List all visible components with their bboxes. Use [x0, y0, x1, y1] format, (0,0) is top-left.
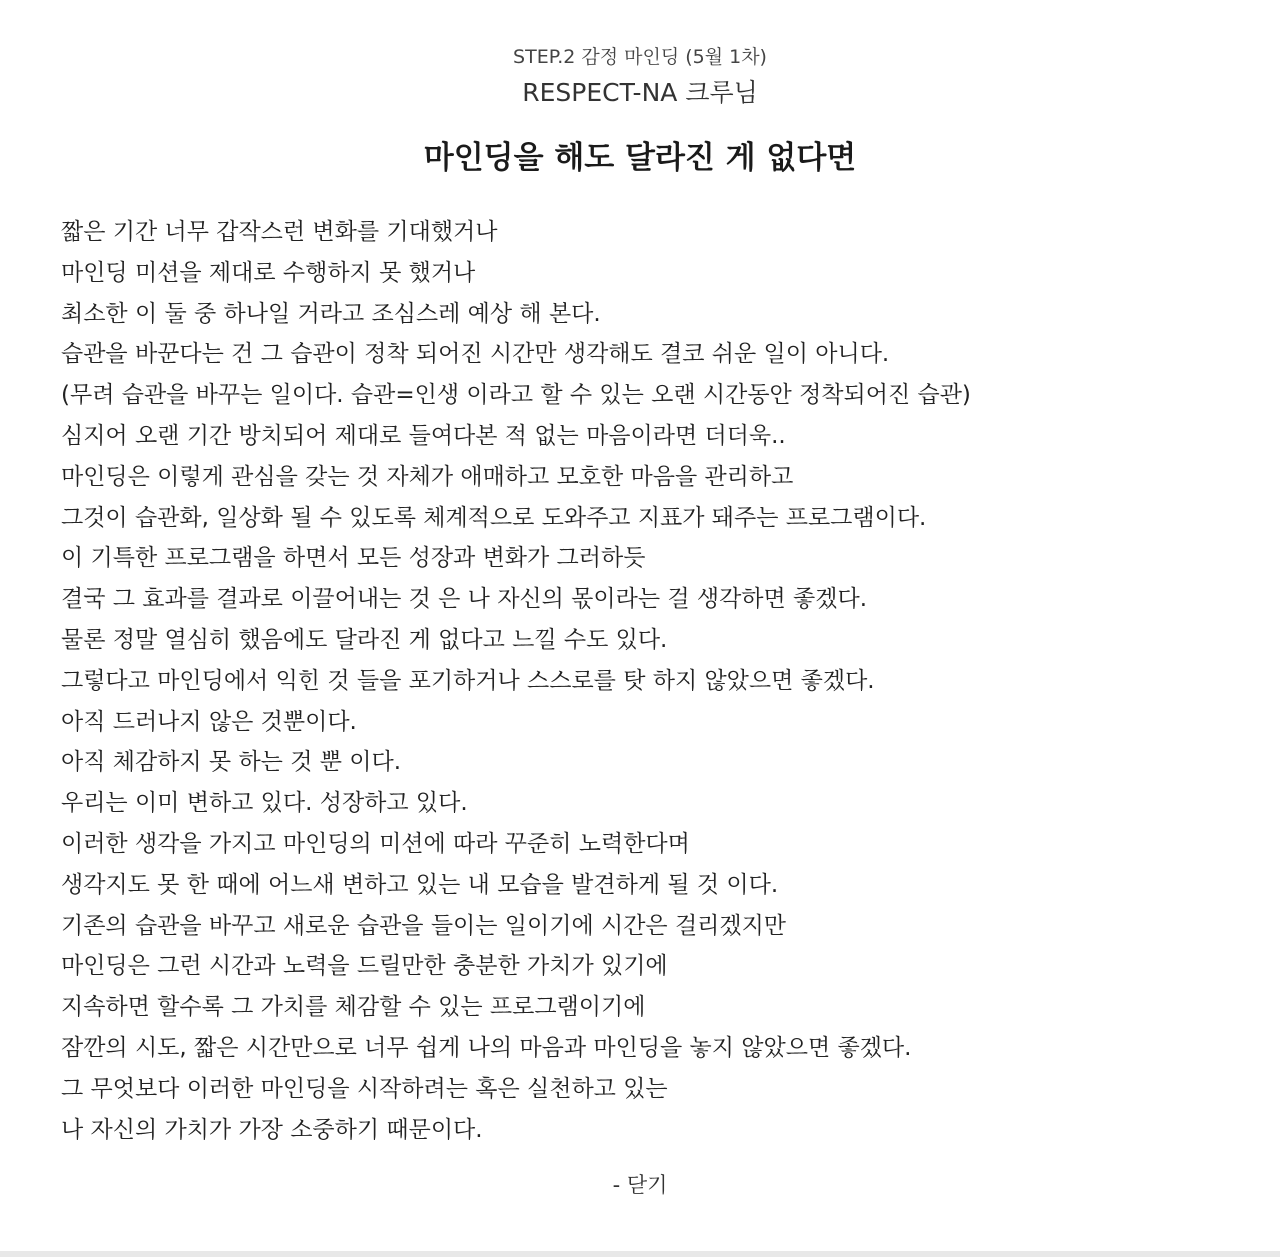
article-body [61, 212, 1241, 1150]
body-line: 최소한 이 둘 중 하나일 거라고 조심스레 예상 해 본다. [61, 300, 601, 327]
body-line: 아직 체감하지 못 하는 것 뿐 이다. [61, 749, 402, 776]
body-line: 나 자신의 가치가 가장 소중하기 때문이다. [61, 1116, 483, 1143]
bottom-divider [0, 1251, 1280, 1257]
body-line: 아직 드러나지 않은 것뿐이다. [61, 708, 357, 735]
body-line: 우리는 이미 변하고 있다. 성장하고 있다. [61, 790, 468, 817]
body-line: 심지어 오랜 기간 방치되어 제대로 들여다본 적 없는 마음이라면 더더욱.. [61, 422, 786, 449]
body-line: 이러한 생각을 가지고 마인딩의 미션에 따라 꾸준히 노력한다며 [61, 830, 690, 857]
step-label: STEP.2 감정 마인딩 (5월 1차) [513, 46, 767, 68]
body-line: (무려 습관을 바꾸는 일이다. 습관=인생 이라고 할 수 있는 오랜 시간동안 정착되어진 습관) [61, 382, 971, 409]
body-line: 물론 정말 열심히 했음에도 달라진 게 없다고 느낄 수도 있다. [61, 626, 668, 653]
body-line: 짧은 기간 너무 갑작스런 변화를 기대했거나 [61, 219, 498, 245]
body-line: 마인딩은 이렇게 관심을 갖는 것 자체가 애매하고 모호한 마음을 관리하고 [61, 463, 794, 490]
body-line: 지속하면 할수록 그 가치를 체감할 수 있는 프로그램이기에 [61, 994, 646, 1021]
crew-name: RESPECT-NA 크루님 [522, 78, 758, 107]
body-line: 마인딩은 그런 시간과 노력을 드릴만한 충분한 가치가 있기에 [61, 953, 668, 980]
body-line: 잠깐의 시도, 짧은 시간만으로 너무 쉽게 나의 마음과 마인딩을 놓지 않았으면 좋겠다. [61, 1034, 912, 1061]
article-title: 마인딩을 해도 달라진 게 없다면 [423, 140, 857, 176]
body-line: 습관을 바꾼다는 건 그 습관이 정착 되어진 시간만 생각해도 결코 쉬운 일이 아니다. [61, 341, 890, 368]
body-line: 그렇다고 마인딩에서 익힌 것 들을 포기하거나 스스로를 탓 하지 않았으면 좋겠다. [61, 667, 875, 694]
body-line: 이 기특한 프로그램을 하면서 모든 성장과 변화가 그러하듯 [61, 545, 646, 572]
body-line: 결국 그 효과를 결과로 이끌어내는 것 은 나 자신의 몫이라는 걸 생각하면 좋겠다. [61, 586, 868, 613]
body-line: 기존의 습관을 바꾸고 새로운 습관을 들이는 일이기에 시간은 걸리겠지만 [61, 912, 787, 939]
body-line: 마인딩 미션을 제대로 수행하지 못 했거나 [61, 259, 476, 286]
body-line: 그 무엇보다 이러한 마인딩을 시작하려는 혹은 실천하고 있는 [61, 1075, 668, 1102]
close-link[interactable]: - 닫기 [612, 1173, 668, 1197]
body-line: 생각지도 못 한 때에 어느새 변하고 있는 내 모습을 발견하게 될 것 이다. [61, 871, 779, 898]
body-line: 그것이 습관화, 일상화 될 수 있도록 체계적으로 도와주고 지표가 돼주는 프로그램이다. [61, 504, 927, 531]
